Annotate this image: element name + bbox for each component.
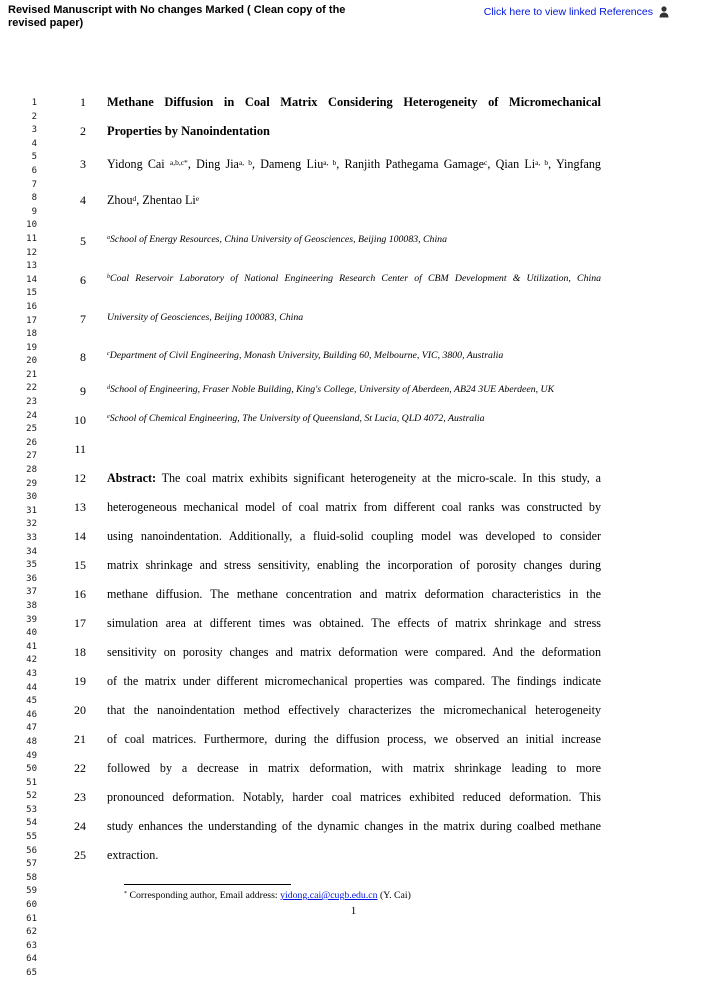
margin-line-number: 19 xyxy=(26,342,37,353)
manuscript-line xyxy=(0,157,707,177)
line-number: 12 xyxy=(74,471,86,485)
superscript-affiliation-mark: c xyxy=(484,157,488,167)
margin-line-number: 28 xyxy=(26,465,37,476)
manuscript-line xyxy=(0,558,707,578)
line-number: 3 xyxy=(80,157,86,171)
text-segment: Coal Reservoir Laboratory of National Engineering Research Center of CBM Development & Utilization, China xyxy=(110,273,601,284)
text-segment: sensitivity on porosity changes and matrix deformation were compared. And the deformation xyxy=(107,645,601,659)
margin-line-number: 53 xyxy=(26,804,37,815)
margin-line-number: 2 xyxy=(31,111,37,122)
margin-line-number: 47 xyxy=(26,723,37,734)
line-number: 22 xyxy=(74,761,86,775)
manuscript-type-header xyxy=(8,4,380,30)
line-text xyxy=(107,95,601,115)
line-text xyxy=(107,674,601,694)
text-segment: simulation area at different times was obtained. The effects of matrix shrinkage and stress xyxy=(107,616,601,630)
manuscript-line xyxy=(0,234,707,254)
line-number: 25 xyxy=(74,848,86,862)
text-segment: , Yingfang xyxy=(548,157,601,171)
line-number: 2 xyxy=(80,124,86,138)
margin-line-number: 45 xyxy=(26,696,37,707)
margin-line-number: 64 xyxy=(26,954,37,965)
margin-line-number: 49 xyxy=(26,750,37,761)
manuscript-line xyxy=(0,500,707,520)
manuscript-type-line2: revised paper) xyxy=(8,17,84,29)
line-number: 5 xyxy=(80,234,86,248)
line-text xyxy=(107,312,601,332)
line-number: 18 xyxy=(74,645,86,659)
margin-line-number: 50 xyxy=(26,764,37,775)
margin-line-number: 56 xyxy=(26,845,37,856)
text-segment: University of Geosciences, Beijing 100083, China xyxy=(107,312,304,323)
margin-line-number: 13 xyxy=(26,261,37,272)
margin-line-number: 26 xyxy=(26,437,37,448)
margin-line-number: 24 xyxy=(26,410,37,421)
text-segment: , Ding Jia xyxy=(187,157,239,171)
margin-line-number: 6 xyxy=(31,165,37,176)
manuscript-line xyxy=(0,616,707,636)
line-text xyxy=(107,819,601,839)
text-segment: Yidong Cai xyxy=(107,157,170,171)
footnote-text-after: (Y. Cai) xyxy=(377,890,411,901)
line-number: 7 xyxy=(80,312,86,326)
margin-line-number: 38 xyxy=(26,600,37,611)
superscript-affiliation-mark: b xyxy=(107,274,111,281)
manuscript-line xyxy=(0,761,707,781)
manuscript-line xyxy=(0,529,707,549)
line-text xyxy=(107,848,601,868)
margin-line-number: 65 xyxy=(26,968,37,978)
margin-line-number: 7 xyxy=(31,179,37,190)
footnote-text-before: Corresponding author, Email address: xyxy=(127,890,281,901)
text-segment: Methane Diffusion in Coal Matrix Considering Heterogeneity of Micromechanical xyxy=(107,95,601,109)
margin-line-number: 27 xyxy=(26,451,37,462)
line-text xyxy=(107,732,601,752)
text-segment: of the matrix under different micromechanical properties was compared. The findings indicate xyxy=(107,674,601,688)
line-number: 1 xyxy=(80,95,86,109)
manuscript-line xyxy=(0,95,707,115)
line-text xyxy=(107,703,601,723)
margin-line-number: 43 xyxy=(26,668,37,679)
line-text xyxy=(107,645,601,665)
line-number: 24 xyxy=(74,819,86,833)
text-segment: The coal matrix exhibits significant heterogeneity at the micro-scale. In this study, a xyxy=(156,471,601,485)
text-segment: using nanoindentation. Additionally, a fluid-solid coupling model was developed to consider xyxy=(107,529,601,543)
margin-line-number: 14 xyxy=(26,274,37,285)
line-text xyxy=(107,350,601,370)
line-text xyxy=(107,790,601,810)
manuscript-line xyxy=(0,384,707,404)
text-segment: , Zhentao Li xyxy=(136,193,196,207)
email-link[interactable]: yidong.cai@cugb.edu.cn xyxy=(280,890,378,901)
superscript-affiliation-mark: e xyxy=(107,414,110,421)
margin-line-number: 15 xyxy=(26,288,37,299)
margin-line-number: 21 xyxy=(26,369,37,380)
margin-line-number: 29 xyxy=(26,478,37,489)
page-number: 1 xyxy=(350,905,357,917)
line-text xyxy=(107,157,601,177)
line-number: 20 xyxy=(74,703,86,717)
margin-line-number: 36 xyxy=(26,573,37,584)
margin-line-number: 23 xyxy=(26,397,37,408)
line-text xyxy=(107,761,601,781)
margin-line-number: 10 xyxy=(26,220,37,231)
margin-line-number: 16 xyxy=(26,301,37,312)
margin-line-number: 41 xyxy=(26,641,37,652)
margin-line-number: 37 xyxy=(26,587,37,598)
superscript-affiliation-mark: d xyxy=(107,385,111,392)
text-segment: followed by a decrease in matrix deformation, with matrix shrinkage leading to more xyxy=(107,761,601,775)
manuscript-line xyxy=(0,413,707,433)
margin-line-number: 3 xyxy=(31,125,37,136)
text-segment: Department of Civil Engineering, Monash University, Building 60, Melbourne, VIC, 3800, Australia xyxy=(109,350,504,361)
margin-line-number: 61 xyxy=(26,913,37,924)
text-segment: extraction. xyxy=(107,848,159,862)
text-segment: methane diffusion. The methane concentration and matrix deformation characteristics in the xyxy=(107,587,601,601)
line-text xyxy=(107,616,601,636)
line-text xyxy=(107,529,601,549)
margin-line-number: 44 xyxy=(26,682,37,693)
text-segment: , Qian Li xyxy=(487,157,536,171)
superscript-affiliation-mark: d xyxy=(132,193,137,203)
manuscript-line xyxy=(0,819,707,839)
margin-line-number: 52 xyxy=(26,791,37,802)
line-text xyxy=(107,442,601,462)
margin-line-number: 63 xyxy=(26,940,37,951)
line-number: 19 xyxy=(74,674,86,688)
text-segment: , Ranjith Pathegama Gamage xyxy=(336,157,484,171)
margin-line-number: 25 xyxy=(26,424,37,435)
line-number: 6 xyxy=(80,273,86,287)
line-number: 23 xyxy=(74,790,86,804)
margin-line-number: 33 xyxy=(26,533,37,543)
margin-line-number: 8 xyxy=(31,193,37,204)
text-segment: Abstract: xyxy=(107,471,157,485)
text-segment: of coal matrices. Furthermore, during the diffusion process, we observed an initial increase xyxy=(107,732,601,746)
line-number: 4 xyxy=(80,193,86,207)
text-segment: matrix shrinkage and stress sensitivity, enabling the incorporation of porosity changes during xyxy=(107,558,601,572)
margin-line-number: 1 xyxy=(31,98,37,108)
margin-line-number: 39 xyxy=(26,614,37,625)
manuscript-line xyxy=(0,790,707,810)
margin-line-number: 4 xyxy=(31,138,37,149)
margin-line-number: 9 xyxy=(31,206,37,217)
line-number: 14 xyxy=(74,529,86,543)
manuscript-line xyxy=(0,587,707,607)
superscript-affiliation-mark: a, b xyxy=(238,157,252,167)
text-segment: Properties by Nanoindentation xyxy=(107,124,270,138)
line-number: 8 xyxy=(80,350,86,364)
manuscript-line xyxy=(0,848,707,868)
footnote xyxy=(124,890,604,901)
margin-line-number: 58 xyxy=(26,872,37,883)
line-text xyxy=(107,234,601,254)
line-text xyxy=(107,587,601,607)
margin-line-number: 32 xyxy=(26,519,37,530)
margin-line-number: 59 xyxy=(26,886,37,897)
text-segment: School of Energy Resources, China University of Geosciences, Beijing 100083, China xyxy=(110,234,447,245)
margin-line-number: 51 xyxy=(26,777,37,788)
text-segment: Zhou xyxy=(107,193,133,207)
line-number: 11 xyxy=(74,442,86,456)
margin-line-number: 11 xyxy=(26,233,37,244)
manuscript-line xyxy=(0,124,707,144)
margin-line-number: 40 xyxy=(26,628,37,639)
superscript-affiliation-mark: e xyxy=(195,193,200,203)
linked-references xyxy=(484,6,669,18)
line-number: 10 xyxy=(74,413,86,427)
margin-line-number: 60 xyxy=(26,900,37,911)
footnote-rule xyxy=(124,884,291,885)
margin-line-number: 5 xyxy=(31,152,37,163)
line-text xyxy=(107,384,601,404)
margin-line-number: 12 xyxy=(26,247,37,258)
margin-line-number: 55 xyxy=(26,832,37,843)
line-text xyxy=(107,558,601,578)
margin-line-number: 42 xyxy=(26,655,37,666)
text-segment: , Dameng Liu xyxy=(251,157,324,171)
manuscript-line xyxy=(0,312,707,332)
footnote-marker: * xyxy=(124,891,128,898)
superscript-affiliation-mark: a, b xyxy=(323,157,337,167)
line-number: 13 xyxy=(74,500,86,514)
text-segment: that the nanoindentation method effectively characterizes the micromechanical heterogeneity xyxy=(107,703,601,717)
superscript-affiliation-mark: c xyxy=(107,351,110,358)
margin-line-number: 46 xyxy=(26,709,37,720)
margin-line-number: 20 xyxy=(26,356,37,367)
margin-line-number: 31 xyxy=(26,505,37,516)
manuscript-line xyxy=(0,193,707,213)
text-segment: School of Chemical Engineering, The University of Queensland, St Lucia, QLD 4072, Australia xyxy=(109,413,485,424)
manuscript-line xyxy=(0,471,707,491)
margin-line-number: 35 xyxy=(26,560,37,571)
manuscript-line xyxy=(0,645,707,665)
margin-line-number: 18 xyxy=(26,329,37,340)
line-number: 21 xyxy=(74,732,86,746)
margin-line-number: 17 xyxy=(26,315,37,326)
margin-line-number: 34 xyxy=(26,546,37,557)
line-text xyxy=(107,273,601,293)
line-text xyxy=(107,500,601,520)
manuscript-line xyxy=(0,674,707,694)
line-number: 9 xyxy=(80,384,86,398)
manuscript-line xyxy=(0,703,707,723)
line-number: 17 xyxy=(74,616,86,630)
superscript-affiliation-mark: a,b,c* xyxy=(169,157,188,167)
line-text xyxy=(107,124,601,144)
manuscript-line xyxy=(0,350,707,370)
manuscript-line xyxy=(0,273,707,293)
line-text xyxy=(107,471,601,491)
manuscript-line xyxy=(0,442,707,462)
text-segment: School of Engineering, Fraser Noble Building, King's College, University of Aberdeen, AB24 3UE Aberdeen, UK xyxy=(110,384,555,395)
line-text xyxy=(107,193,601,213)
text-segment: heterogeneous mechanical model of coal matrix from different coal ranks was constructed by xyxy=(107,500,601,514)
manuscript-line xyxy=(0,732,707,752)
line-number: 15 xyxy=(74,558,86,572)
margin-line-number: 22 xyxy=(26,383,37,394)
margin-line-number: 30 xyxy=(26,492,37,503)
margin-line-number: 57 xyxy=(26,859,37,870)
margin-line-number: 48 xyxy=(26,736,37,747)
line-text xyxy=(107,413,601,433)
linked-references-link[interactable]: Click here to view linked References xyxy=(483,6,653,18)
margin-line-number: 62 xyxy=(26,927,37,938)
superscript-affiliation-mark: a, b xyxy=(535,157,549,167)
text-segment: pronounced deformation. Notably, harder coal matrices exhibited reduced deformation. This xyxy=(107,790,601,804)
line-number: 16 xyxy=(74,587,86,601)
text-segment: study enhances the understanding of the dynamic changes in the matrix during coalbed methane xyxy=(107,819,601,833)
manuscript-type-line1: Revised Manuscript with No changes Marked ( Clean copy of the xyxy=(8,4,346,16)
superscript-affiliation-mark: a xyxy=(107,235,111,242)
margin-line-number: 54 xyxy=(26,818,37,829)
person-icon xyxy=(659,6,669,18)
